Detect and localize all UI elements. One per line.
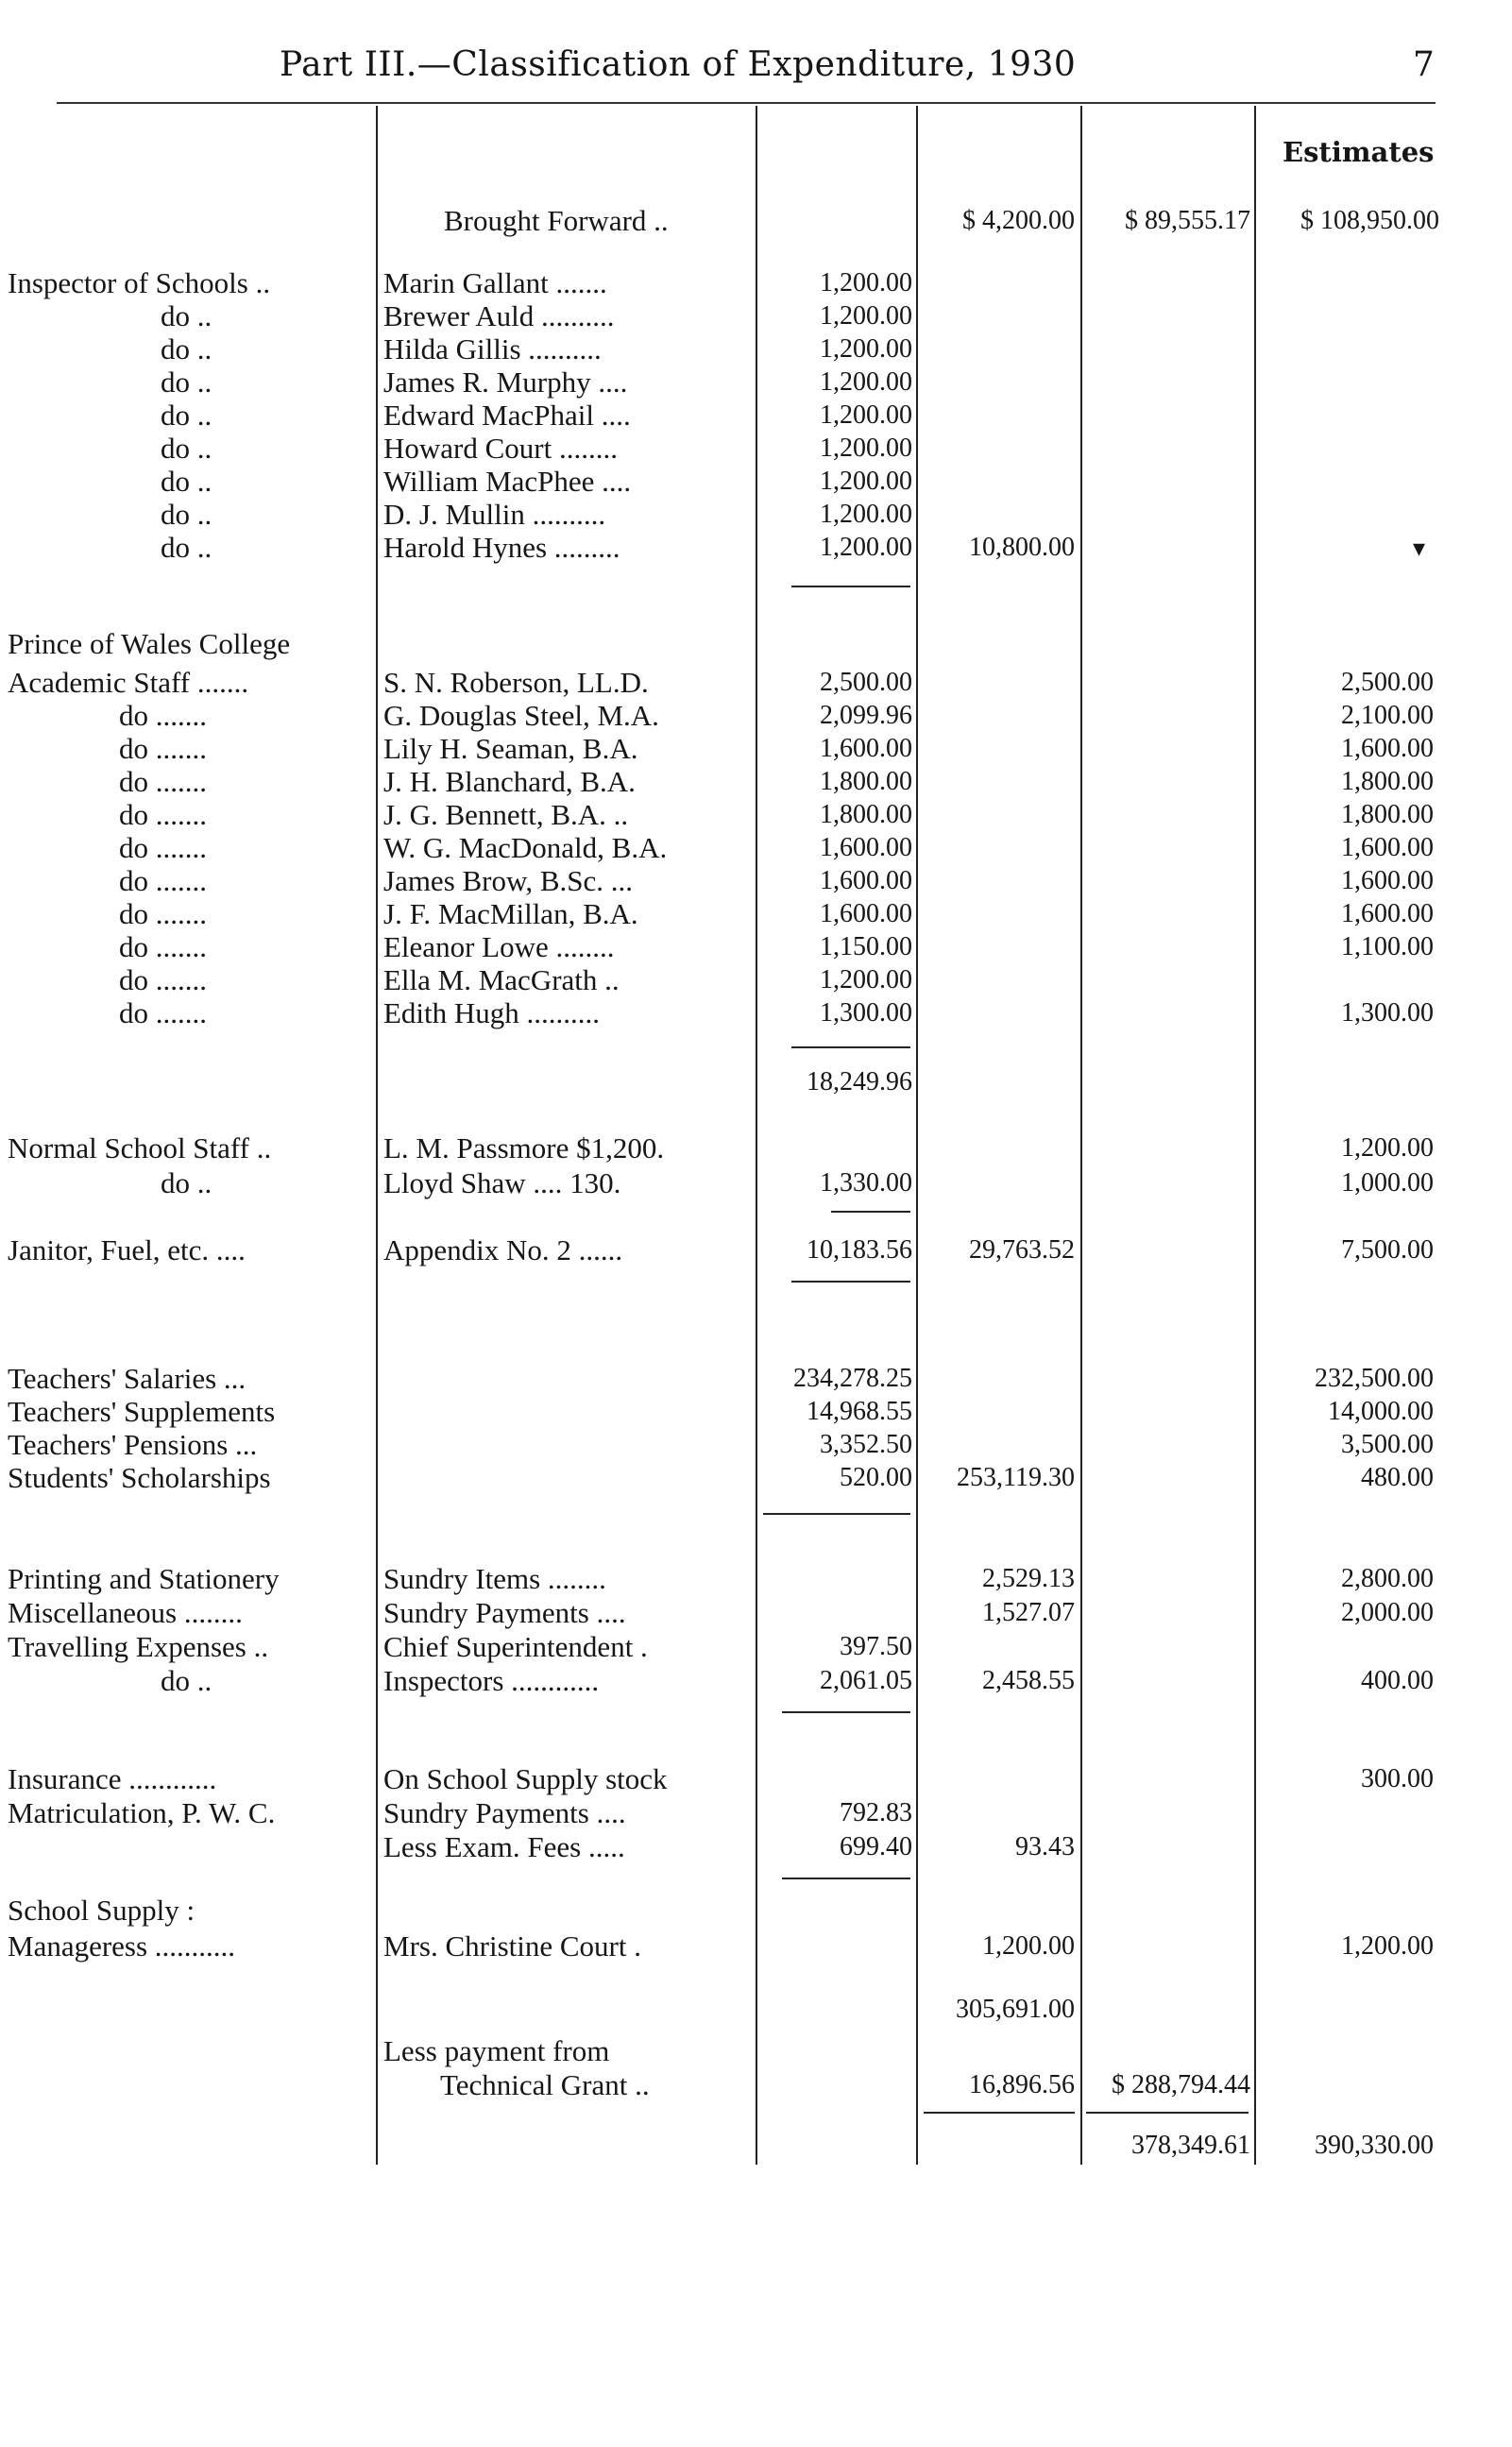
- row-label: do ..: [161, 465, 212, 498]
- row-name: Sundry Payments ....: [383, 1796, 626, 1829]
- brought-forward-c3: $ 89,555.17: [1125, 206, 1250, 235]
- row-amount-1: 18,249.96: [807, 1067, 912, 1096]
- subtotal-rule-teachers: [763, 1513, 910, 1515]
- row-name: Hilda Gillis ..........: [383, 332, 602, 365]
- row-name: Appendix No. 2 ......: [383, 1233, 623, 1266]
- row-label: do .......: [119, 897, 207, 930]
- row-amount-1: 2,099.96: [820, 701, 912, 730]
- row-estimate: 480.00: [1361, 1463, 1434, 1492]
- row-label: do .......: [119, 798, 207, 831]
- row-name: On School Supply stock: [383, 1762, 668, 1795]
- row-name: Inspectors ............: [383, 1664, 600, 1697]
- row-name: Marin Gallant .......: [383, 266, 607, 299]
- row-estimate: 400.00: [1361, 1666, 1434, 1695]
- row-estimate: 2,800.00: [1341, 1564, 1434, 1593]
- row-estimate: 14,000.00: [1328, 1397, 1434, 1426]
- row-amount-2: 253,119.30: [957, 1463, 1075, 1492]
- row-label: do ..: [161, 1166, 212, 1199]
- row-label: do ..: [161, 531, 212, 564]
- row-label: Janitor, Fuel, etc. ....: [8, 1233, 246, 1266]
- row-amount-1: 1,200.00: [820, 334, 912, 364]
- row-name: Technical Grant ..: [440, 2068, 650, 2101]
- row-name: Ella M. MacGrath ..: [383, 963, 620, 996]
- row-estimate: 1,100.00: [1341, 932, 1434, 961]
- row-amount-1: 1,200.00: [820, 965, 912, 994]
- row-name: William MacPhee ....: [383, 465, 632, 498]
- row-label: Miscellaneous ........: [8, 1596, 243, 1629]
- row-estimate: 1,600.00: [1341, 833, 1434, 862]
- row-amount-1: 2,061.05: [820, 1666, 912, 1695]
- row-label: do ..: [161, 332, 212, 365]
- row-estimate: 7,500.00: [1341, 1235, 1434, 1265]
- row-amount-1: 1,600.00: [820, 899, 912, 928]
- row-amount-3: 378,349.61: [1131, 2131, 1250, 2160]
- subtotal-rule-travelling: [782, 1711, 910, 1713]
- row-amount-2: 305,691.00: [956, 1995, 1075, 2024]
- row-label: Academic Staff .......: [8, 666, 249, 699]
- row-label: School Supply :: [8, 1894, 195, 1927]
- divider-c3-est: [1254, 106, 1256, 2165]
- row-estimate: 1,800.00: [1341, 800, 1434, 829]
- row-label: do ..: [161, 1664, 212, 1697]
- row-name: Sundry Items ........: [383, 1562, 606, 1595]
- row-estimate: 1,800.00: [1341, 767, 1434, 796]
- row-amount-1: 2,500.00: [820, 668, 912, 697]
- row-amount-1: 1,200.00: [820, 367, 912, 397]
- row-amount-1: 1,200.00: [820, 268, 912, 297]
- row-name: G. Douglas Steel, M.A.: [383, 699, 659, 732]
- row-name: Less payment from: [383, 2034, 610, 2067]
- row-label: do .......: [119, 765, 207, 798]
- row-estimate: 2,100.00: [1341, 701, 1434, 730]
- row-amount-1: 699.40: [840, 1832, 912, 1861]
- row-label: do .......: [119, 732, 207, 765]
- row-label: do .......: [119, 831, 207, 864]
- row-label: do .......: [119, 963, 207, 996]
- row-name: J. H. Blanchard, B.A.: [383, 765, 636, 798]
- row-amount-1: 397.50: [840, 1632, 912, 1661]
- row-name: W. G. MacDonald, B.A.: [383, 831, 668, 864]
- row-label: do .......: [119, 699, 207, 732]
- row-name: James R. Murphy ....: [383, 365, 628, 399]
- row-amount-2: 1,527.07: [982, 1598, 1075, 1627]
- row-label: Matriculation, P. W. C.: [8, 1796, 276, 1829]
- row-label: Prince of Wales College: [8, 627, 291, 660]
- row-estimate: 1,200.00: [1341, 1133, 1434, 1163]
- row-amount-1: 1,200.00: [820, 533, 912, 562]
- row-name: Lloyd Shaw .... 130.: [383, 1166, 621, 1199]
- row-name: L. M. Passmore $1,200.: [383, 1131, 665, 1164]
- row-name: Edward MacPhail ....: [383, 399, 631, 432]
- row-name: Chief Superintendent .: [383, 1630, 648, 1663]
- row-estimate: 1,000.00: [1341, 1168, 1434, 1198]
- total-rule-c3: [1086, 2112, 1249, 2114]
- header-rule: [57, 102, 1436, 104]
- row-amount-1: 1,150.00: [820, 932, 912, 961]
- brought-forward-c2: $ 4,200.00: [962, 206, 1075, 235]
- row-label: do .......: [119, 996, 207, 1029]
- row-amount-1: 1,330.00: [820, 1168, 912, 1198]
- row-amount-1: 1,200.00: [820, 433, 912, 463]
- row-estimate: 300.00: [1361, 1764, 1434, 1793]
- row-label: do .......: [119, 864, 207, 897]
- estimates-heading: Estimates: [1283, 136, 1435, 168]
- row-amount-1: 1,600.00: [820, 734, 912, 763]
- divider-c2-c3: [1080, 106, 1082, 2165]
- row-label: Students' Scholarships: [8, 1461, 271, 1494]
- row-name: Brewer Auld ..........: [383, 299, 615, 332]
- row-amount-1: 1,200.00: [820, 500, 912, 529]
- row-amount-2: 2,529.13: [982, 1564, 1075, 1593]
- row-amount-1: 1,200.00: [820, 301, 912, 331]
- row-amount-1: 1,300.00: [820, 998, 912, 1028]
- row-amount-1: 792.83: [840, 1798, 912, 1827]
- row-amount-1: 1,200.00: [820, 467, 912, 496]
- row-label: Teachers' Supplements: [8, 1395, 276, 1428]
- row-amount-1: 3,352.50: [820, 1430, 912, 1459]
- subtotal-rule-normal: [831, 1211, 910, 1213]
- brought-forward-label: Brought Forward ..: [444, 204, 669, 237]
- row-name: James Brow, B.Sc. ...: [383, 864, 634, 897]
- row-name: J. F. MacMillan, B.A.: [383, 897, 638, 930]
- subtotal-rule-inspectors: [791, 586, 910, 587]
- row-name: Less Exam. Fees .....: [383, 1830, 625, 1863]
- subtotal-rule-academic: [791, 1046, 910, 1048]
- row-name: Mrs. Christine Court .: [383, 1929, 641, 1963]
- row-name: Lily H. Seaman, B.A.: [383, 732, 638, 765]
- row-label: do ..: [161, 498, 212, 531]
- row-label: Manageress ...........: [8, 1929, 236, 1963]
- row-amount-2: 16,896.56: [969, 2070, 1075, 2099]
- row-estimate: 2,500.00: [1341, 668, 1434, 697]
- row-estimate: 3,500.00: [1341, 1430, 1434, 1459]
- row-label: Inspector of Schools ..: [8, 266, 271, 299]
- row-label: Travelling Expenses ..: [8, 1630, 269, 1663]
- subtotal-rule-matriculation: [782, 1878, 910, 1879]
- row-amount-1: 234,278.25: [793, 1364, 912, 1393]
- row-name: J. G. Bennett, B.A. ..: [383, 798, 629, 831]
- row-amount-1: 1,200.00: [820, 400, 912, 430]
- row-amount-1: 1,800.00: [820, 767, 912, 796]
- row-name: S. N. Roberson, LL.D.: [383, 666, 649, 699]
- row-estimate: 1,300.00: [1341, 998, 1434, 1028]
- row-label: Insurance ............: [8, 1762, 217, 1795]
- brought-forward-estimate: $ 108,950.00: [1300, 206, 1439, 235]
- row-amount-2: 2,458.55: [982, 1666, 1075, 1695]
- row-estimate: 2,000.00: [1341, 1598, 1434, 1627]
- row-name: Sundry Payments ....: [383, 1596, 626, 1629]
- row-amount-1: 10,183.56: [807, 1235, 912, 1265]
- row-name: Eleanor Lowe ........: [383, 930, 615, 963]
- row-name: Howard Court ........: [383, 432, 618, 465]
- total-rule-c2: [924, 2112, 1075, 2114]
- stray-mark: ▾: [1413, 535, 1426, 563]
- divider-c1-c2: [916, 106, 918, 2165]
- row-amount-2: 93.43: [1015, 1832, 1075, 1861]
- row-amount-1: 1,800.00: [820, 800, 912, 829]
- row-label: do ..: [161, 432, 212, 465]
- row-amount-2: 1,200.00: [982, 1931, 1075, 1961]
- row-name: D. J. Mullin ..........: [383, 498, 606, 531]
- row-estimate: 1,600.00: [1341, 734, 1434, 763]
- row-amount-2: 29,763.52: [969, 1235, 1075, 1265]
- row-amount-1: 1,600.00: [820, 833, 912, 862]
- row-label: Printing and Stationery: [8, 1562, 280, 1595]
- row-label: do ..: [161, 299, 212, 332]
- row-label: Normal School Staff ..: [8, 1131, 272, 1164]
- row-label: do ..: [161, 365, 212, 399]
- row-amount-1: 520.00: [840, 1463, 912, 1492]
- row-name: Harold Hynes .........: [383, 531, 620, 564]
- subtotal-rule-janitor: [791, 1281, 910, 1283]
- row-estimate: 232,500.00: [1315, 1364, 1434, 1393]
- row-label: do ..: [161, 399, 212, 432]
- page-number: 7: [1413, 45, 1435, 84]
- row-estimate: 1,600.00: [1341, 899, 1434, 928]
- row-amount-2: 10,800.00: [969, 533, 1075, 562]
- page-header: [0, 45, 1512, 93]
- row-name: Edith Hugh ..........: [383, 996, 601, 1029]
- row-estimate: 390,330.00: [1315, 2131, 1434, 2160]
- divider-name-c1: [756, 106, 757, 2165]
- page-title: Part III.—Classification of Expenditure, 1930: [280, 45, 1077, 84]
- row-estimate: 1,200.00: [1341, 1931, 1434, 1961]
- row-label: do .......: [119, 930, 207, 963]
- row-amount-1: 1,600.00: [820, 866, 912, 895]
- row-estimate: 1,600.00: [1341, 866, 1434, 895]
- row-label: Teachers' Salaries ...: [8, 1362, 246, 1395]
- row-amount-3: $ 288,794.44: [1112, 2070, 1250, 2099]
- row-label: Teachers' Pensions ...: [8, 1428, 258, 1461]
- row-amount-1: 14,968.55: [807, 1397, 912, 1426]
